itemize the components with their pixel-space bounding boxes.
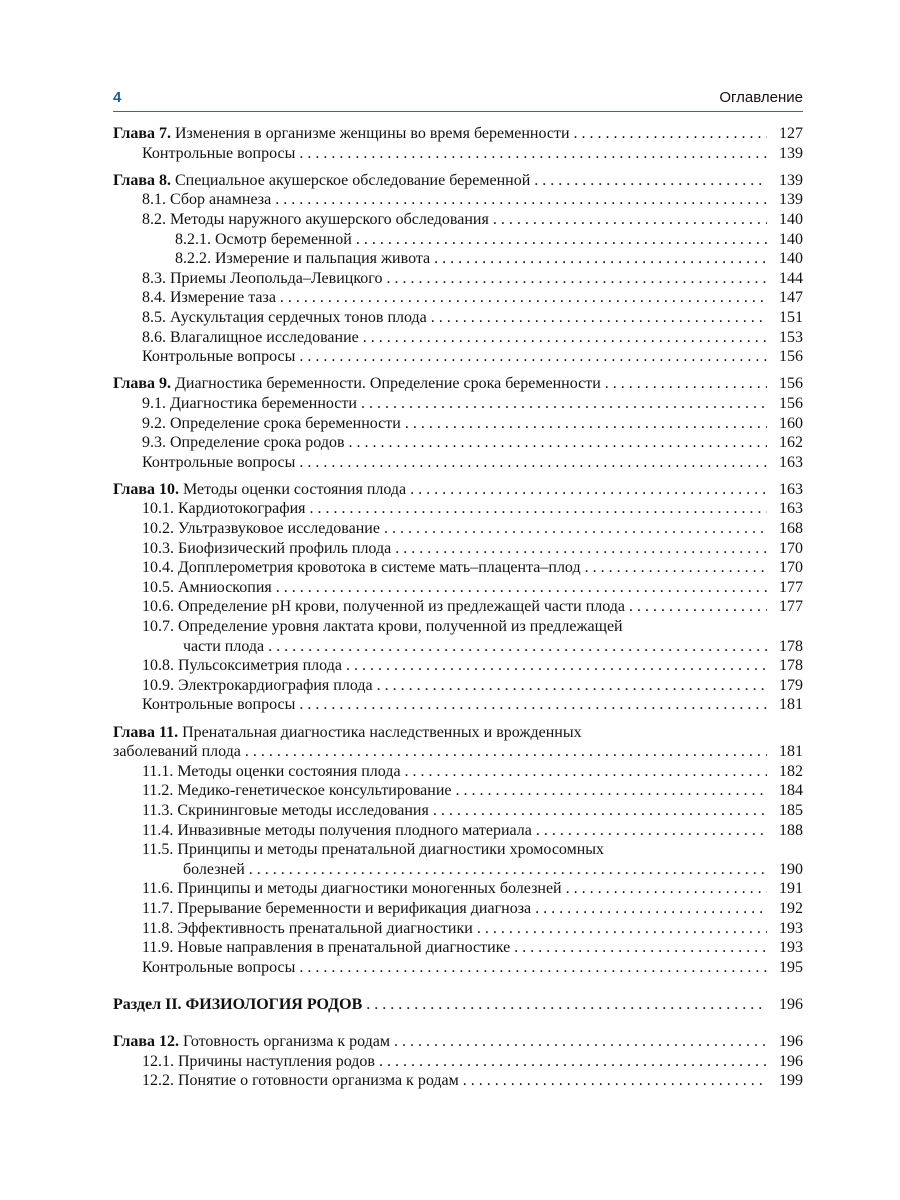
toc-entry[interactable] (113, 656, 803, 676)
toc-entry[interactable] (113, 124, 803, 144)
toc-page-number: 177 (769, 578, 803, 598)
toc-entry-title (142, 347, 767, 367)
toc-entry[interactable] (113, 676, 803, 696)
toc-entry[interactable] (113, 840, 803, 860)
toc-entry-title (142, 210, 767, 230)
toc-page-number: 188 (769, 821, 803, 841)
toc-entry-title (142, 899, 767, 919)
toc-entry[interactable] (113, 695, 803, 715)
toc-entry-text: 9.3. Определение срока родов (142, 434, 345, 452)
toc-page-number: 196 (769, 1052, 803, 1072)
toc-page-number: 144 (769, 269, 803, 289)
toc-page-number: 153 (769, 328, 803, 348)
toc-entry-title (142, 328, 767, 348)
toc-page-number: 127 (769, 124, 803, 144)
toc-entry[interactable] (113, 879, 803, 899)
toc-page-number: 178 (769, 656, 803, 676)
toc-entry[interactable] (113, 539, 803, 559)
toc-entry-text: 11.3. Скрининговые методы исследования (142, 801, 429, 819)
toc-entry[interactable] (113, 1032, 803, 1052)
toc-entry-title (142, 781, 767, 801)
toc-entry-title (113, 171, 767, 191)
table-of-contents (113, 124, 803, 1091)
toc-entry-title (142, 308, 767, 328)
toc-page-number: 156 (769, 394, 803, 414)
page-number: 4 (113, 89, 122, 106)
toc-page-number: 147 (769, 288, 803, 308)
toc-page-number: 192 (769, 899, 803, 919)
toc-entry-text: болезней (183, 860, 245, 878)
toc-entry-text: части плода (183, 637, 265, 655)
toc-entry-text: 8.3. Приемы Леопольда–Левицкого (142, 269, 383, 287)
toc-entry-title (142, 190, 767, 210)
toc-entry[interactable] (113, 230, 803, 250)
toc-entry-text: 10.1. Кардиотокография (142, 500, 306, 518)
toc-entry[interactable] (113, 781, 803, 801)
toc-entry-text: Контрольные вопросы (142, 453, 296, 471)
toc-entry[interactable] (113, 899, 803, 919)
toc-entry[interactable] (113, 617, 803, 637)
toc-entry-title (113, 1032, 767, 1052)
toc-entry-text: 8.4. Измерение таза (142, 289, 276, 307)
toc-entry[interactable] (113, 995, 803, 1015)
toc-entry-title (142, 695, 767, 715)
toc-entry-title (113, 995, 767, 1015)
toc-entry-title (142, 519, 767, 539)
toc-entry[interactable] (113, 453, 803, 473)
toc-entry-title (142, 578, 767, 598)
toc-page-number: 140 (769, 249, 803, 269)
toc-page-number: 193 (769, 919, 803, 939)
toc-entry[interactable] (113, 414, 803, 434)
toc-page-number: 139 (769, 171, 803, 191)
toc-entry[interactable] (113, 1071, 803, 1091)
toc-page-number: 181 (769, 695, 803, 715)
toc-page-number: 163 (769, 453, 803, 473)
toc-entry-text: 10.4. Допплерометрия кровотока в системе мать–плацента–плод (142, 559, 581, 577)
toc-entry-text: Специальное акушерское обследование беременной (171, 171, 531, 189)
toc-page-number: 193 (769, 938, 803, 958)
toc-entry-title (113, 480, 767, 500)
toc-entry-text: 10.2. Ультразвуковое исследование (142, 520, 380, 538)
toc-entry-text: 10.8. Пульсоксиметрия плода (142, 657, 342, 675)
toc-entry[interactable] (113, 328, 803, 348)
toc-entry-text: 8.6. Влагалищное исследование (142, 328, 359, 346)
toc-entry[interactable] (113, 958, 803, 978)
toc-entry-title (113, 742, 767, 762)
toc-entry[interactable] (113, 480, 803, 500)
toc-entry-text: 11.7. Прерывание беременности и верификация диагноза (142, 899, 532, 917)
toc-entry-title (142, 656, 767, 676)
toc-entry[interactable] (113, 433, 803, 453)
toc-entry-title (142, 938, 767, 958)
toc-entry[interactable] (113, 190, 803, 210)
toc-entry[interactable] (113, 762, 803, 782)
toc-entry-text: 11.9. Новые направления в пренатальной диагностике (142, 939, 511, 957)
toc-entry-text: 11.4. Инвазивные методы получения плодного материала (142, 821, 532, 839)
toc-page-number: 170 (769, 539, 803, 559)
toc-page-number: 170 (769, 558, 803, 578)
toc-page-number: 196 (769, 1032, 803, 1052)
toc-entry[interactable] (113, 801, 803, 821)
toc-entry-title (142, 597, 767, 617)
toc-entry-title (175, 249, 767, 269)
toc-page-number: 190 (769, 860, 803, 880)
toc-page-number: 162 (769, 433, 803, 453)
toc-entry-title (113, 124, 767, 144)
toc-entry[interactable] (113, 821, 803, 841)
toc-page-number: 140 (769, 230, 803, 250)
toc-entry-title (142, 453, 767, 473)
toc-page-number: 185 (769, 801, 803, 821)
toc-entry[interactable] (113, 144, 803, 164)
toc-page-number: 181 (769, 742, 803, 762)
toc-entry[interactable] (113, 308, 803, 328)
toc-entry-prefix: Глава 8. (113, 171, 171, 189)
toc-entry[interactable] (113, 1052, 803, 1072)
toc-entry[interactable] (113, 288, 803, 308)
toc-page-number: 151 (769, 308, 803, 328)
toc-entry-title (142, 394, 767, 414)
toc-entry[interactable] (113, 519, 803, 539)
toc-entry-text: 9.2. Определение срока беременности (142, 414, 401, 432)
toc-entry[interactable] (113, 597, 803, 617)
toc-entry-text: Контрольные вопросы (142, 696, 296, 714)
toc-entry-text: 8.5. Аускультация сердечных тонов плода (142, 308, 427, 326)
toc-page-number: 191 (769, 879, 803, 899)
toc-entry-title (142, 840, 604, 860)
toc-entry-title (142, 499, 767, 519)
toc-entry-text: 8.2. Методы наружного акушерского обследования (142, 210, 489, 228)
toc-entry-text: Контрольные вопросы (142, 958, 296, 976)
toc-page-number: 182 (769, 762, 803, 782)
toc-entry-text: 10.9. Электрокардиография плода (142, 676, 373, 694)
toc-entry-text: 10.3. Биофизический профиль плода (142, 539, 392, 557)
toc-entry[interactable] (113, 860, 803, 880)
toc-entry[interactable] (113, 558, 803, 578)
toc-entry-text: 11.6. Принципы и методы диагностики моногенных болезней (142, 880, 562, 898)
toc-entry-text: 10.6. Определение рН крови, полученной из предлежащей части плода (142, 598, 626, 616)
toc-entry-text: 9.1. Диагностика беременности (142, 394, 357, 412)
toc-entry[interactable] (113, 269, 803, 289)
toc-entry-text: 8.2.2. Измерение и пальпация живота (175, 250, 431, 268)
toc-entry-prefix: Раздел II. ФИЗИОЛОГИЯ РОДОВ (113, 995, 363, 1013)
toc-entry-text: 8.2.1. Осмотр беременной (175, 230, 352, 248)
toc-entry-title (113, 374, 767, 394)
toc-entry-prefix: Глава 11. (113, 723, 179, 741)
toc-entry-title (142, 144, 767, 164)
toc-entry-title (142, 414, 767, 434)
toc-entry[interactable] (113, 394, 803, 414)
toc-entry-title (142, 433, 767, 453)
toc-entry-title (142, 269, 767, 289)
toc-entry-title (183, 637, 767, 657)
toc-page-number: 177 (769, 597, 803, 617)
toc-entry-text: 10.5. Амниоскопия (142, 578, 272, 596)
toc-entry-text: 12.2. Понятие о готовности организма к родам (142, 1072, 459, 1090)
header-rule (113, 111, 803, 112)
toc-entry-title (142, 539, 767, 559)
toc-entry-title (142, 801, 767, 821)
toc-entry-prefix: Глава 7. (113, 125, 171, 142)
toc-page-number: 184 (769, 781, 803, 801)
toc-entry-text: Готовность организма к родам (179, 1033, 390, 1051)
toc-entry-text: заболеваний плода (113, 743, 241, 761)
toc-entry[interactable] (113, 742, 803, 762)
toc-entry-text: Контрольные вопросы (142, 348, 296, 366)
toc-entry-prefix: Глава 10. (113, 480, 179, 498)
toc-entry[interactable] (113, 938, 803, 958)
toc-entry[interactable] (113, 578, 803, 598)
toc-entry[interactable] (113, 499, 803, 519)
toc-page-number: 179 (769, 676, 803, 696)
toc-entry-text: 12.1. Причины наступления родов (142, 1052, 375, 1070)
toc-entry-title (175, 230, 767, 250)
running-title: Оглавление (719, 89, 803, 106)
toc-page-number: 199 (769, 1071, 803, 1091)
toc-entry-text: Изменения в организме женщины во время беременности (171, 125, 570, 142)
toc-entry-title (142, 617, 623, 637)
toc-page-number: 196 (769, 995, 803, 1015)
toc-entry-prefix: Глава 9. (113, 375, 171, 393)
toc-entry-title (142, 1052, 767, 1072)
toc-entry[interactable] (113, 249, 803, 269)
toc-entry-title (142, 821, 767, 841)
toc-entry-text: Пренатальная диагностика наследственных и врожденных (178, 723, 582, 741)
toc-entry-title (142, 288, 767, 308)
toc-page-number: 163 (769, 499, 803, 519)
toc-entry-title (142, 762, 767, 782)
toc-entry-prefix: Глава 12. (113, 1033, 179, 1051)
toc-entry-title (183, 860, 767, 880)
running-header (113, 88, 803, 108)
toc-entry-text: 11.1. Методы оценки состояния плода (142, 762, 401, 780)
toc-entry-text: Контрольные вопросы (142, 144, 296, 162)
toc-entry-text: 11.8. Эффективность пренатальной диагностики (142, 919, 473, 937)
toc-entry-text: Методы оценки состояния плода (179, 480, 407, 498)
toc-page-number: 163 (769, 480, 803, 500)
toc-entry-text: 8.1. Сбор анамнеза (142, 191, 272, 209)
toc-entry-title (142, 958, 767, 978)
toc-page-number: 140 (769, 210, 803, 230)
toc-page-number: 139 (769, 144, 803, 164)
toc-entry-text: 10.7. Определение уровня лактата крови, полученной из предлежащей (142, 618, 623, 636)
toc-page-number: 160 (769, 414, 803, 434)
toc-page-number: 178 (769, 637, 803, 657)
toc-entry-title (142, 879, 767, 899)
toc-entry[interactable] (113, 723, 803, 743)
toc-entry-title (142, 558, 767, 578)
toc-page-number: 156 (769, 374, 803, 394)
toc-entry-title (142, 919, 767, 939)
toc-entry[interactable] (113, 374, 803, 394)
toc-entry-title (142, 676, 767, 696)
toc-page-number: 195 (769, 958, 803, 978)
toc-entry[interactable] (113, 637, 803, 657)
toc-entry-text: Диагностика беременности. Определение срока беременности (171, 375, 601, 393)
toc-entry-title (113, 723, 582, 743)
toc-page-number: 168 (769, 519, 803, 539)
toc-entry[interactable] (113, 919, 803, 939)
toc-page-number: 156 (769, 347, 803, 367)
toc-entry-text: 11.5. Принципы и методы пренатальной диагностики хромосомных (142, 841, 605, 859)
toc-page-number: 139 (769, 190, 803, 210)
toc-entry[interactable] (113, 347, 803, 367)
toc-entry-title (142, 1071, 767, 1091)
toc-entry[interactable] (113, 210, 803, 230)
toc-entry-text: 11.2. Медико-генетическое консультирование (142, 782, 452, 800)
toc-entry[interactable] (113, 171, 803, 191)
